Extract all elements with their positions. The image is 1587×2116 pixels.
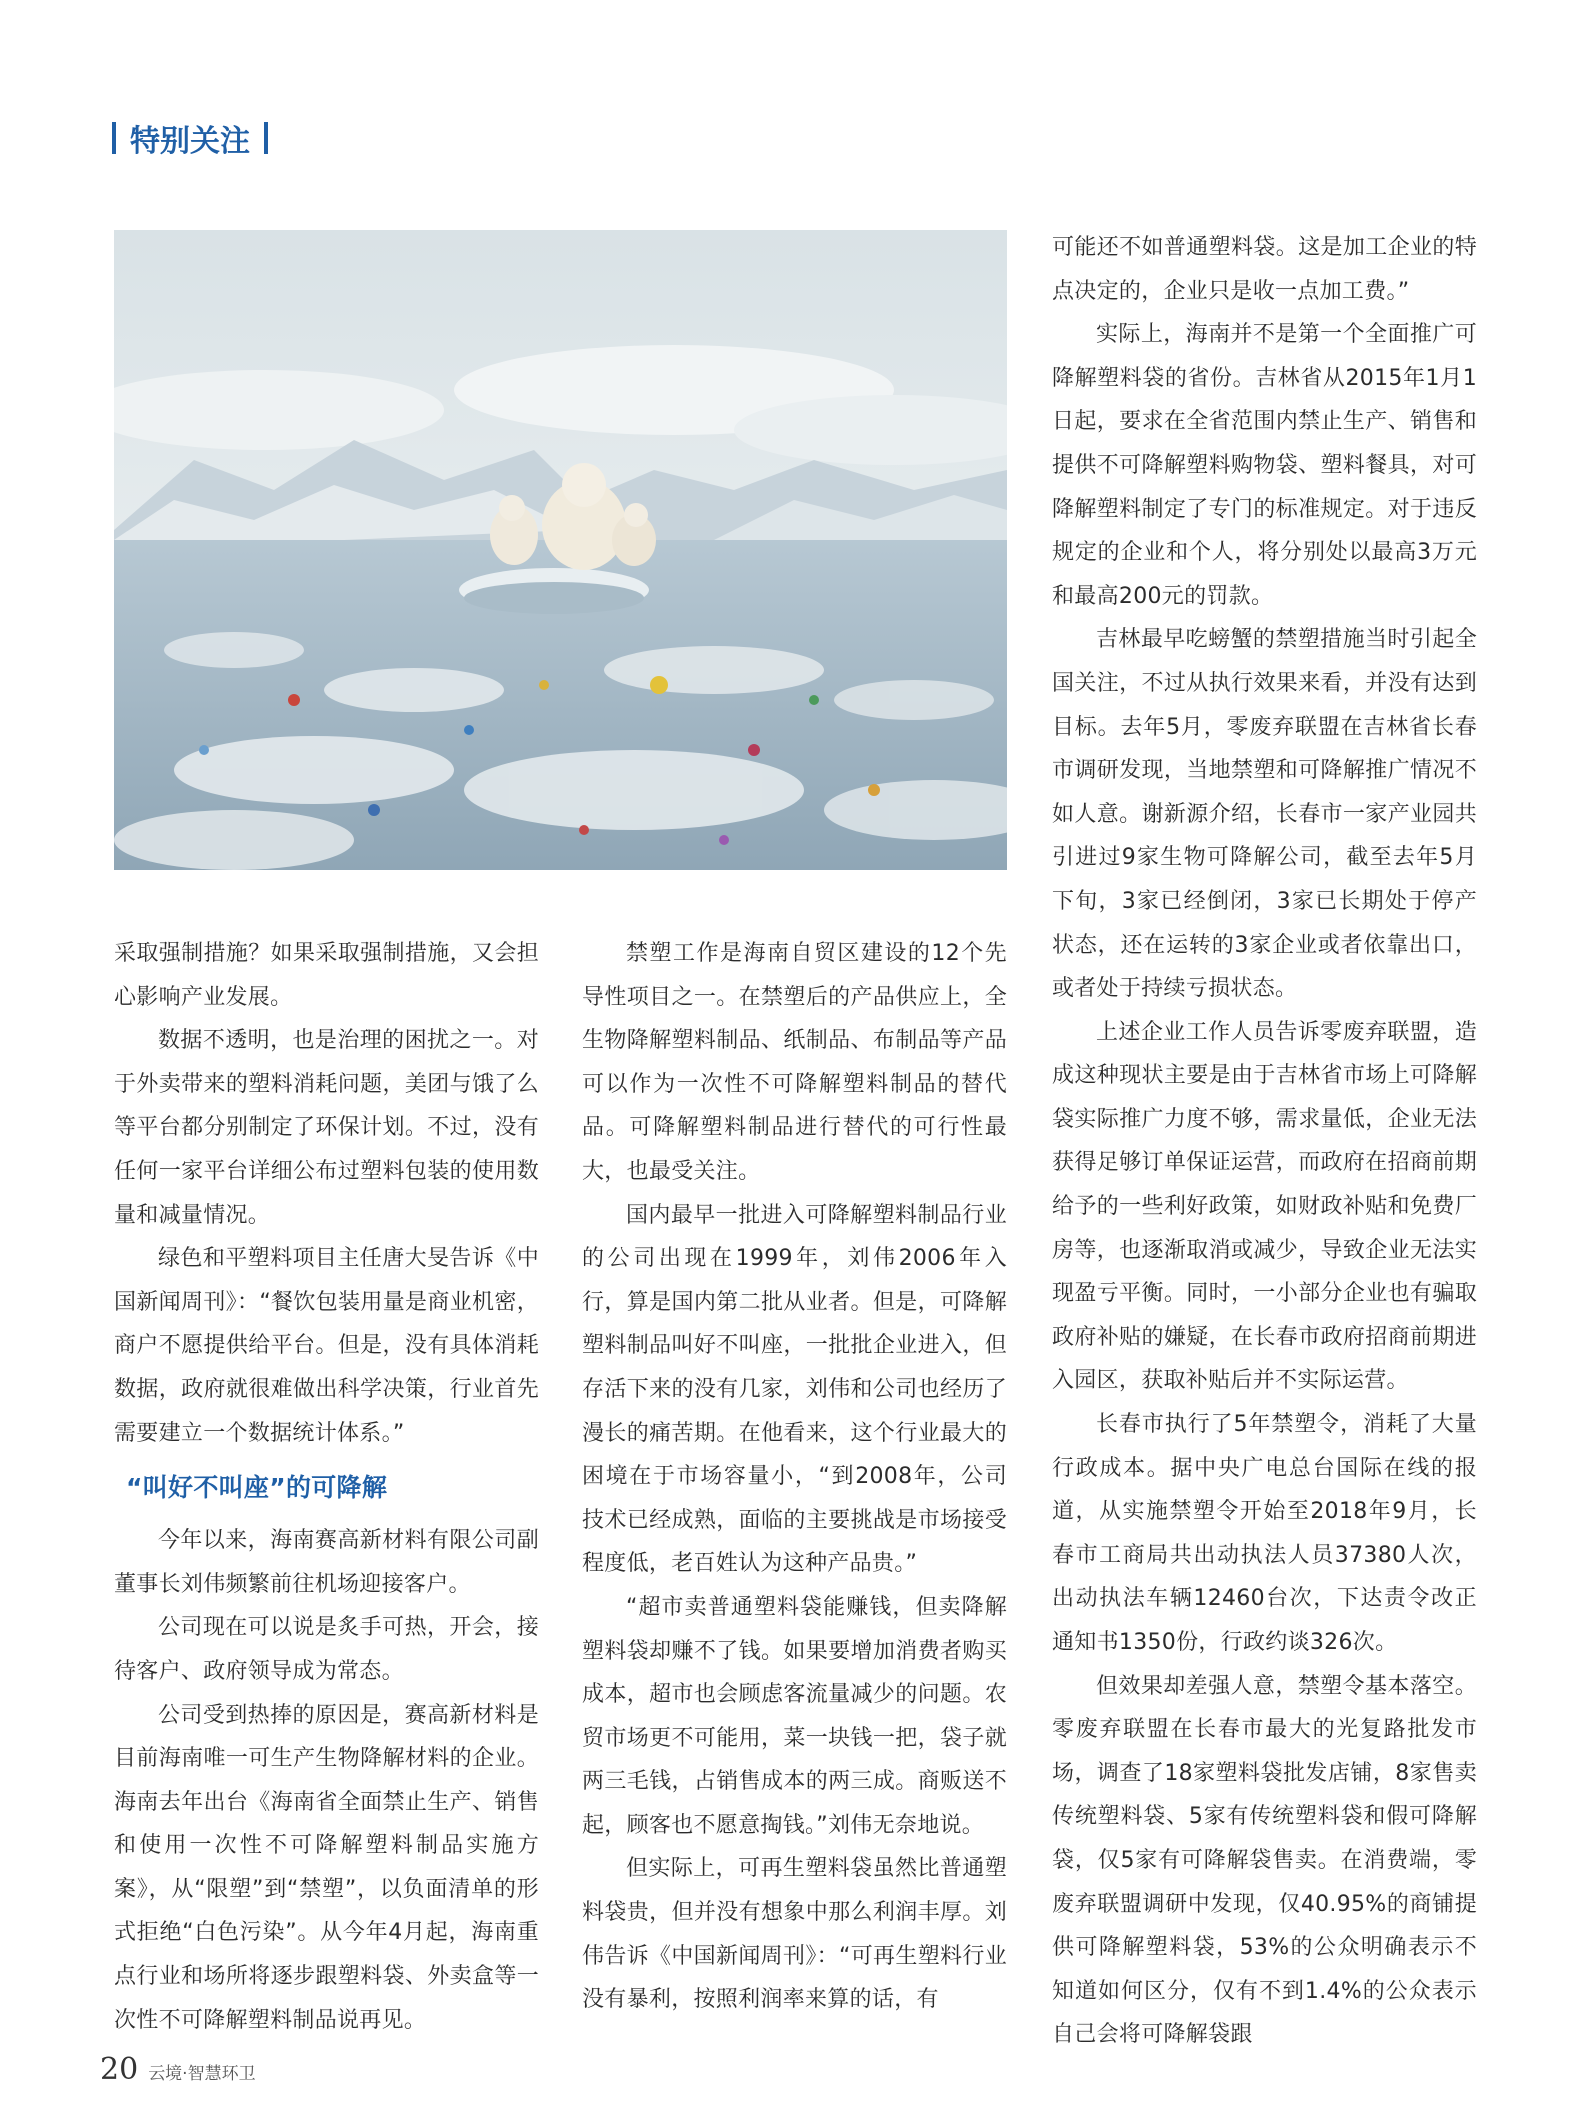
polar-bear-plastic-photo [114, 230, 1007, 870]
paragraph: 公司现在可以说是炙手可热，开会，接待客户、政府领导成为常态。 [114, 1615, 539, 1684]
section-tag [112, 116, 268, 160]
paragraph: 今年以来，海南赛高新材料有限公司副董事长刘伟频繁前往机场迎接客户。 [114, 1528, 539, 1597]
paragraph: 上述企业工作人员告诉零废弃联盟，造成这种现状主要是由于吉林省市场上可降解袋实际推广力度不够，需求量低，企业无法获得足够订单保证运营，而政府在招商前期给予的一些利好政策，如财政补贴和免费厂房等，也逐渐取消或减少，导致企业无法实现盈亏平衡。同时，一小部分企业也有骗取政府补贴的嫌疑，在长春市政府招商前期进入园区，获取补贴后并不实际运营。 [1052, 1019, 1477, 1394]
paragraph: 禁塑工作是海南自贸区建设的12个先导性项目之一。在禁塑后的产品供应上，全生物降解塑料制品、纸制品、布制品等产品可以作为一次性不可降解塑料制品的替代品。可降解塑料制品进行替代的可行性最大，也最受关注。 [582, 941, 1007, 1184]
text-column-3 [1052, 226, 1477, 2057]
section-bar-right [264, 122, 268, 154]
section-label: 特别关注 [130, 124, 250, 159]
paragraph: 但实际上，可再生塑料袋虽然比普通塑料袋贵，但并没有想象中那么利润丰厚。刘伟告诉《中国新闻周刊》：“可再生塑料行业没有暴利，按照利润率来算的话，有 [582, 1856, 1007, 2013]
page-footer [100, 2052, 256, 2087]
paragraph: 国内最早一批进入可降解塑料制品行业的公司出现在1999年，刘伟2006年入行，算是国内第二批从业者。但是，可降解塑料制品叫好不叫座，一批批企业进入，但存活下来的没有几家，刘伟和公司也经历了漫长的痛苦期。在他看来，这个行业最大的困境在于市场容量小，“到2008年，公司技术已经成熟，面临的主要挑战是市场接受程度低，老百姓认为这种产品贵。” [582, 1202, 1007, 1577]
paragraph: 数据不透明，也是治理的困扰之一。对于外卖带来的塑料消耗问题，美团与饿了么等平台都分别制定了环保计划。不过，没有任何一家平台详细公布过塑料包装的使用数量和减量情况。 [114, 1028, 539, 1228]
paragraph: 吉林最早吃螃蟹的禁塑措施当时引起全国关注，不过从执行效果来看，并没有达到目标。去年5月，零废弃联盟在吉林省长春市调研发现，当地禁塑和可降解推广情况不如人意。谢新源介绍，长春市一家产业园共引进过9家生物可降解公司，截至去年5月下旬，3家已经倒闭，3家已长期处于停产状态，还在运转的3家企业或者依靠出口，或者处于持续亏损状态。 [1052, 627, 1477, 1002]
text-column-1 [114, 932, 539, 2042]
paragraph: 但效果却差强人意，禁塑令基本落空。零废弃联盟在长春市最大的光复路批发市场，调查了18家塑料袋批发店铺，8家售卖传统塑料袋、5家有传统塑料袋和假可降解袋，仅5家有可降解袋售卖。在消费端，零废弃联盟调研中发现，仅40.95%的商铺提供可降解塑料袋，53%的公众明确表示不知道如何区分，仅有不到1.4%的公众表示自己会将可降解袋跟 [1052, 1673, 1477, 2048]
paragraph: “超市卖普通塑料袋能赚钱，但卖降解塑料袋却赚不了钱。如果要增加消费者购买成本，超市也会顾虑客流量减少的问题。农贸市场更不可能用，菜一块钱一把，袋子就两三毛钱，占销售成本的两三成。商贩送不起，顾客也不愿意掏钱。”刘伟无奈地说。 [582, 1594, 1007, 1838]
paragraph: 可能还不如普通塑料袋。这是加工企业的特点决定的，企业只是收一点加工费。” [1052, 235, 1477, 304]
paragraph: 绿色和平塑料项目主任唐大旻告诉《中国新闻周刊》：“餐饮包装用量是商业机密，商户不愿提供给平台。但是，没有具体消耗数据，政府就很难做出科学决策，行业首先需要建立一个数据统计体系。” [114, 1246, 539, 1446]
text-column-2 [582, 932, 1007, 2022]
paragraph: 实际上，海南并不是第一个全面推广可降解塑料袋的省份。吉林省从2015年1月1日起，要求在全省范围内禁止生产、销售和提供不可降解塑料购物袋、塑料餐具，对可降解塑料制定了专门的标准规定。对于违反规定的企业和个人，将分别处以最高3万元和最高200元的罚款。 [1052, 322, 1477, 609]
magazine-name: 云境·智慧环卫 [148, 2064, 256, 2084]
paragraph: 公司受到热捧的原因是，赛高新材料是目前海南唯一可生产生物降解材料的企业。海南去年出台《海南省全面禁止生产、销售和使用一次性不可降解塑料制品实施方案》，从“限塑”到“禁塑”，以负面清单的形式拒绝“白色污染”。从今年4月起，海南重点行业和场所将逐步跟塑料袋、外卖盒等一次性不可降解塑料制品说再见。 [114, 1702, 539, 2033]
subheading: “叫好不叫座”的可降解 [126, 1473, 388, 1503]
paragraph: 采取强制措施？如果采取强制措施，又会担心影响产业发展。 [114, 941, 539, 1010]
page-number: 20 [100, 2052, 139, 2087]
section-bar-left [112, 122, 116, 154]
paragraph: 长春市执行了5年禁塑令，消耗了大量行政成本。据中央广电总台国际在线的报道，从实施禁塑令开始至2018年9月，长春市工商局共出动执法人员37380人次，出动执法车辆12460台次，下达责令改正通知书1350份，行政约谈326次。 [1052, 1412, 1477, 1655]
